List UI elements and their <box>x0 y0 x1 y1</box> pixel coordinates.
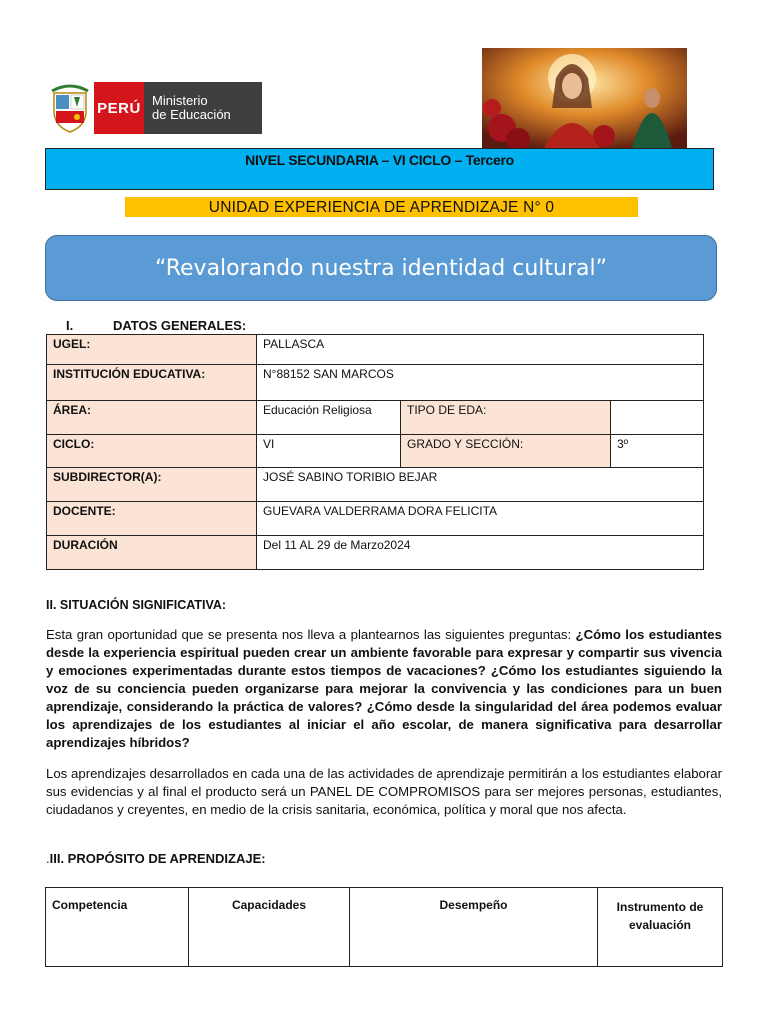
ministry-label <box>144 82 262 134</box>
situation-paragraph-2: Los aprendizajes desarrollados en cada una de las actividades de aprendizaje permitirán a los estudiantes elaborar sus evidencias y al final el producto será un PANEL DE COMPROMISOS para ser mejores personas, estudiantes, ciudadanos y creyentes, en medio de la crisis sanitaria, económica, política y moral que nos afecta. <box>46 766 722 817</box>
area-value: Educación Religiosa <box>257 401 401 435</box>
ie-value: N°88152 SAN MARCOS <box>257 365 704 401</box>
peru-crest-icon <box>50 83 90 133</box>
section3-title: III. PROPÓSITO DE APRENDIZAJE: <box>49 851 266 866</box>
duracion-value: Del 11 AL 29 de Marzo2024 <box>257 536 704 570</box>
grado-value: 3º <box>611 435 704 468</box>
ugel-label: UGEL: <box>47 335 257 365</box>
ciclo-label: CICLO: <box>47 435 257 468</box>
ministry-line2: de Educación <box>152 107 231 122</box>
ugel-value: PALLASCA <box>257 335 704 365</box>
ministry-logo <box>50 82 262 134</box>
level-text: NIVEL SECUNDARIA – VI CICLO – Tercero <box>245 152 514 168</box>
docente-value: GUEVARA VALDERRAMA DORA FELICITA <box>257 502 704 536</box>
table-header-row <box>46 888 723 967</box>
subdirector-label: SUBDIRECTOR(A): <box>47 468 257 502</box>
purpose-table <box>45 887 723 967</box>
table-row <box>47 401 704 435</box>
tipo-label: TIPO DE EDA: <box>401 401 611 435</box>
section1-title: DATOS GENERALES: <box>113 318 247 333</box>
column-instrumento: Instrumento de evaluación <box>598 888 723 967</box>
religious-image <box>482 48 687 148</box>
situation-intro: Esta gran oportunidad que se presenta nos lleva a plantearnos las siguientes preguntas: <box>46 627 576 642</box>
section3-heading <box>46 851 266 866</box>
section1-heading <box>66 318 246 333</box>
subdirector-value: JOSÉ SABINO TORIBIO BEJAR <box>257 468 704 502</box>
column-capacidades: Capacidades <box>189 888 350 967</box>
table-row <box>47 435 704 468</box>
unit-title: “Revalorando nuestra identidad cultural” <box>45 235 717 301</box>
general-data-table <box>46 334 704 570</box>
table-row <box>47 335 704 365</box>
peru-label: PERÚ <box>94 82 144 134</box>
section3-prefix: . <box>46 851 50 866</box>
ie-label: INSTITUCIÓN EDUCATIVA: <box>47 365 257 401</box>
tipo-value <box>611 401 704 435</box>
grado-label: GRADO Y SECCIÓN: <box>401 435 611 468</box>
table-row <box>47 536 704 570</box>
docente-label: DOCENTE: <box>47 502 257 536</box>
column-competencia: Competencia <box>46 888 189 967</box>
duracion-label: DURACIÓN <box>47 536 257 570</box>
ciclo-value: VI <box>257 435 401 468</box>
section1-number: I. <box>66 318 74 333</box>
situation-questions: ¿Cómo los estudiantes desde la experiencia espiritual pueden crear un ambiente favorable para expresar y compartir sus vivencia y emociones experimentadas durante estos tiempos de vacaciones? ¿Cómo los estudiantes siguiendo la voz de su conciencia pueden organizarse para mejorar la convivencia y las condiciones para un buen aprendizaje, considerando la práctica de valores? ¿Cómo desde la singularidad del área podemos evaluar los aprendizajes de los estudiantes al iniciar el año escolar, de manera significativa para desarrollar aprendizajes híbridos? <box>46 627 722 750</box>
table-row <box>47 365 704 401</box>
situation-paragraph-1 <box>46 626 722 752</box>
unit-banner: UNIDAD EXPERIENCIA DE APRENDIZAJE N° 0 <box>125 197 638 217</box>
column-desempeno: Desempeño <box>350 888 598 967</box>
section2-heading: II. SITUACIÓN SIGNIFICATIVA: <box>46 598 227 612</box>
area-label: ÁREA: <box>47 401 257 435</box>
level-banner <box>45 148 714 190</box>
ministry-line1: Ministerio <box>152 93 208 108</box>
table-row <box>47 468 704 502</box>
table-row <box>47 502 704 536</box>
